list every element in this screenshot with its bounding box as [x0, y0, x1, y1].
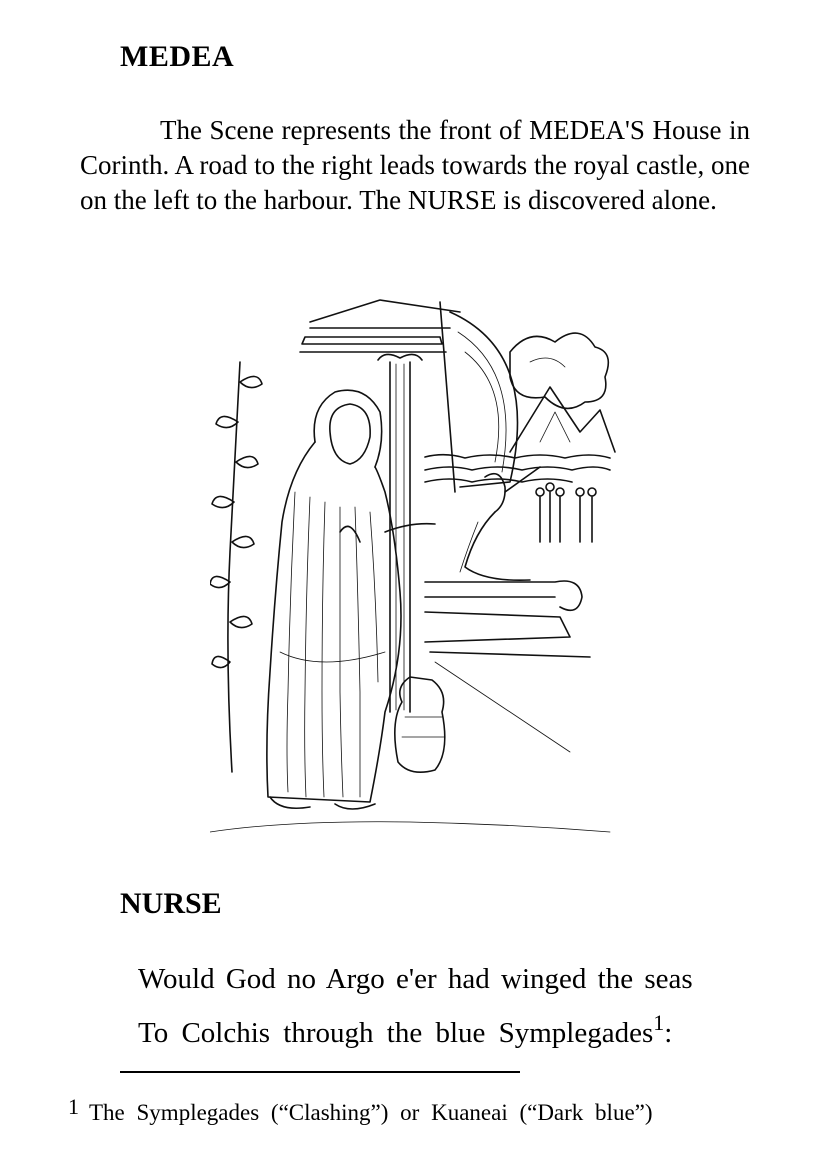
footnote-divider [120, 1071, 520, 1073]
footnote [68, 1094, 653, 1126]
verse-line-2-text: To Colchis through the blue Symplegades [138, 1017, 654, 1049]
verse-line-2-end: : [664, 1017, 673, 1049]
speaker-name: NURSE [120, 887, 222, 920]
verse-line-1: Would God no Argo e'er had winged the seas [138, 963, 693, 995]
footnote-marker: 1 [68, 1094, 79, 1119]
verse-line-2 [138, 1010, 672, 1050]
footnote-reference: 1 [653, 1010, 665, 1035]
stage-direction: The Scene represents the front of MEDEA'S House in Corinth. A road to the right leads towards the royal castle, one on the left to the harbour. The NURSE is discovered alone. [80, 115, 750, 215]
page-title: MEDEA [120, 40, 235, 73]
medea-ink-illustration-icon [210, 292, 620, 847]
footnote-text: The Symplegades (“Clashing”) or Kuaneai (“Dark blue”) [89, 1100, 653, 1125]
